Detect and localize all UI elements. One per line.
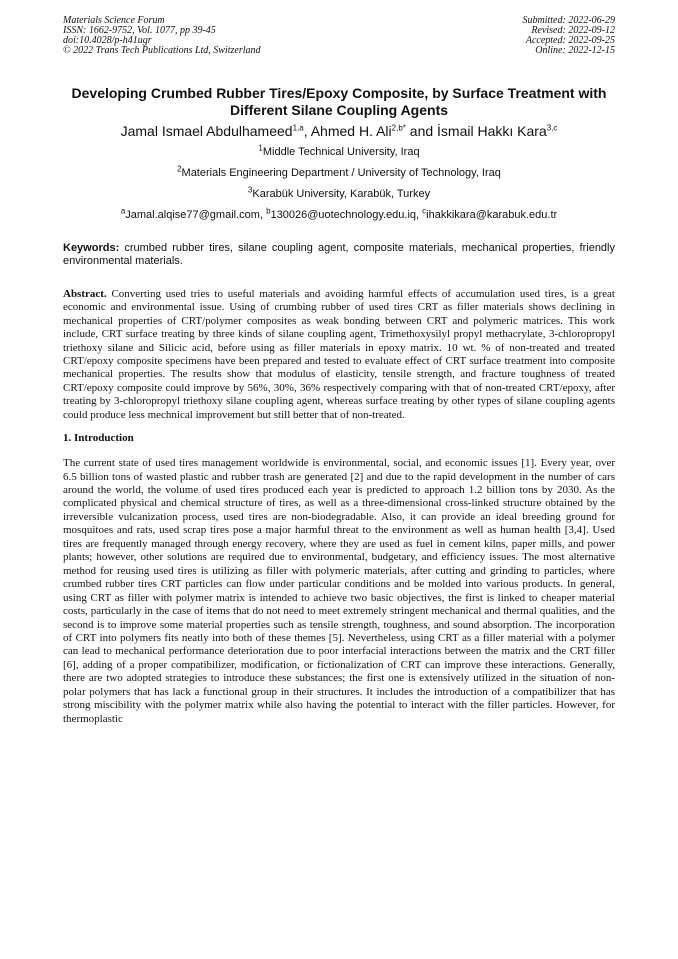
email-separator: , — [259, 209, 267, 221]
abstract-text: Converting used tries to useful materials and avoiding harmful effects of accumulation used tires, is a great economic and environmental issue. Using of crumbing rubber of used tires CRT as filler materials shows declining in mechanical properties of CRT/polymer composites as weak bonding between CRT and polymeric matrices. This work include, CRT surface treating by three kinds of silane coupling agent, Trimethoxysilyl propyl methacrylate, 3-chloropropyl triethoxy silane and Silicic acid, before using as filler materials in epoxy matrix. 10 wt. % of non-treated and treated CRT/epoxy composite specimens have been prepared and tested to evaluate effect of CRT surface treatment into composite mechanical properties. The results show that modulus of elasticity, tensile strength, and fracture toughness of treated CRT/epoxy composite could improve by 56%, 30%, 36% respectively comparing with that of non-treated CRT/epoxy, after treating by 3-chloropropyl triethoxy silane coupling agent, whereas surface treating by other types of silane coupling agents could produce less mechnical improvement but still better that of non-treated. — [63, 288, 615, 421]
journal-name: Materials Science Forum — [63, 15, 165, 26]
journal-info — [63, 16, 261, 56]
affiliation-3 — [63, 185, 615, 201]
abstract-paragraph — [63, 288, 615, 422]
author-name: İsmail Hakkı Kara — [437, 123, 547, 139]
email-address: Jamal.alqise77@gmail.com — [125, 209, 260, 221]
email-marker: a — [120, 206, 126, 216]
author-name: Jamal Ismael Abdulhameed — [120, 123, 293, 139]
author-separator: and — [405, 123, 438, 139]
email-address: ihakkikara@karabuk.edu.tr — [426, 209, 558, 221]
keywords-text: crumbed rubber tires, silane coupling agent, composite materials, mechanical properties, friendly environmental materials. — [63, 242, 615, 267]
date-online: Online: 2022-12-15 — [535, 45, 615, 56]
abstract-label: Abstract. — [63, 288, 107, 300]
affiliation-marker: 3 — [247, 185, 253, 195]
author-emails — [63, 206, 615, 222]
affiliation-text: Middle Technical University, Iraq — [262, 146, 420, 158]
author-affiliation-marker: 3,c — [546, 123, 558, 133]
paper-page — [63, 16, 615, 726]
author-list — [63, 123, 615, 140]
affiliation-2 — [63, 164, 615, 180]
keywords-paragraph — [63, 242, 615, 268]
paper-title: Developing Crumbed Rubber Tires/Epoxy Composite, by Surface Treatment with Different Silane Coupling Agents — [71, 85, 607, 118]
email-marker: c — [422, 206, 427, 216]
affiliation-1 — [63, 143, 615, 159]
author-affiliation-marker: 2,b* — [391, 123, 406, 133]
email-marker: b — [266, 206, 271, 216]
author-affiliation-marker: 1,a — [292, 123, 304, 133]
date-submitted: Submitted: 2022-06-29 — [522, 15, 615, 26]
affiliation-marker: 1 — [258, 143, 263, 153]
author-separator: , — [303, 123, 311, 139]
email-address: 130026@uotechnology.edu.iq — [270, 209, 417, 221]
affiliation-text: Karabük University, Karabük, Turkey — [252, 188, 431, 200]
affiliation-marker: 2 — [177, 164, 182, 174]
journal-issn: ISSN: 1662-9752, Vol. 1077, pp 39-45 — [63, 25, 216, 36]
date-revised: Revised: 2022-09-12 — [531, 25, 615, 36]
affiliation-text: Materials Engineering Department / University of Technology, Iraq — [181, 167, 501, 179]
date-accepted: Accepted: 2022-09-25 — [525, 35, 615, 46]
journal-header — [63, 16, 615, 56]
introduction-paragraph: The current state of used tires management worldwide is environmental, social, and economic issues [1]. Every year, over 6.5 billion tons of wasted plastic and rubber trash are generated [2] and due to the rapid development in the number of cars around the world, the volume of used tires produced each year is predicted to approach 1.2 billion tons by 2030. As the complicated physical and chemical structure of tires, as well as a three-dimensional cross-linked structure obtained by the irreversible vulcanization process, used tires are non-biodegradable. Also, it can provide an ideal breeding ground for mosquitoes and rats, used scrap tires pose a major harmful threat to the environment as well as human health [3,4]. Used tires are frequently managed through energy recovery, where they are used as fuel in cement kilns, paper mills, and power plants; however, other solutions are required due to environmental, budgetary, and efficiency issues. The most alternative method for reusing used tires is utilizing as filler with polymeric materials, after cutting and grinding to particles, where crumbed rubber tires CRT particles can flow under particular conditions and be molded into various products. In general, using CRT as filler with polymer matrix is intended to achieve two basic objectives, the first is linked to cheaper material costs, particularly in the case of items that do not need to meet extremely stringent mechanical and thermal qualities, and the second is to improve some material properties such as tensile strength, toughness, and sound absorption. The incorporation of CRT into polymers fits neatly into both of these themes [5]. Nevertheless, using CRT as a filler material with a polymer can lead to mechanical performance deterioration due to poor interfacial interactions between the matrix and the CRT filler [6], adding of a proper compatibilizer, modification, or fictionalization of CRT can improve these interactions. Generally, there are two adopted strategies to introduce these substances; the first one is extensively utilized in the situation of non-polar polymers that has lack a functional group in their structures. It includes the introduction of a compatibilizer that has strong miscibility with the polymer matrix while also having the potential to interact with the filler particles. However, for thermoplastic — [63, 457, 615, 725]
submission-dates — [523, 16, 616, 56]
keywords-label: Keywords: — [63, 242, 120, 254]
author-name: Ahmed H. Ali — [310, 123, 392, 139]
email-separator: , — [416, 209, 423, 221]
journal-doi: doi:10.4028/p-h41ugr — [63, 35, 152, 46]
journal-copyright: © 2022 Trans Tech Publications Ltd, Switzerland — [63, 45, 261, 56]
section-heading-introduction: 1. Introduction — [63, 432, 134, 445]
